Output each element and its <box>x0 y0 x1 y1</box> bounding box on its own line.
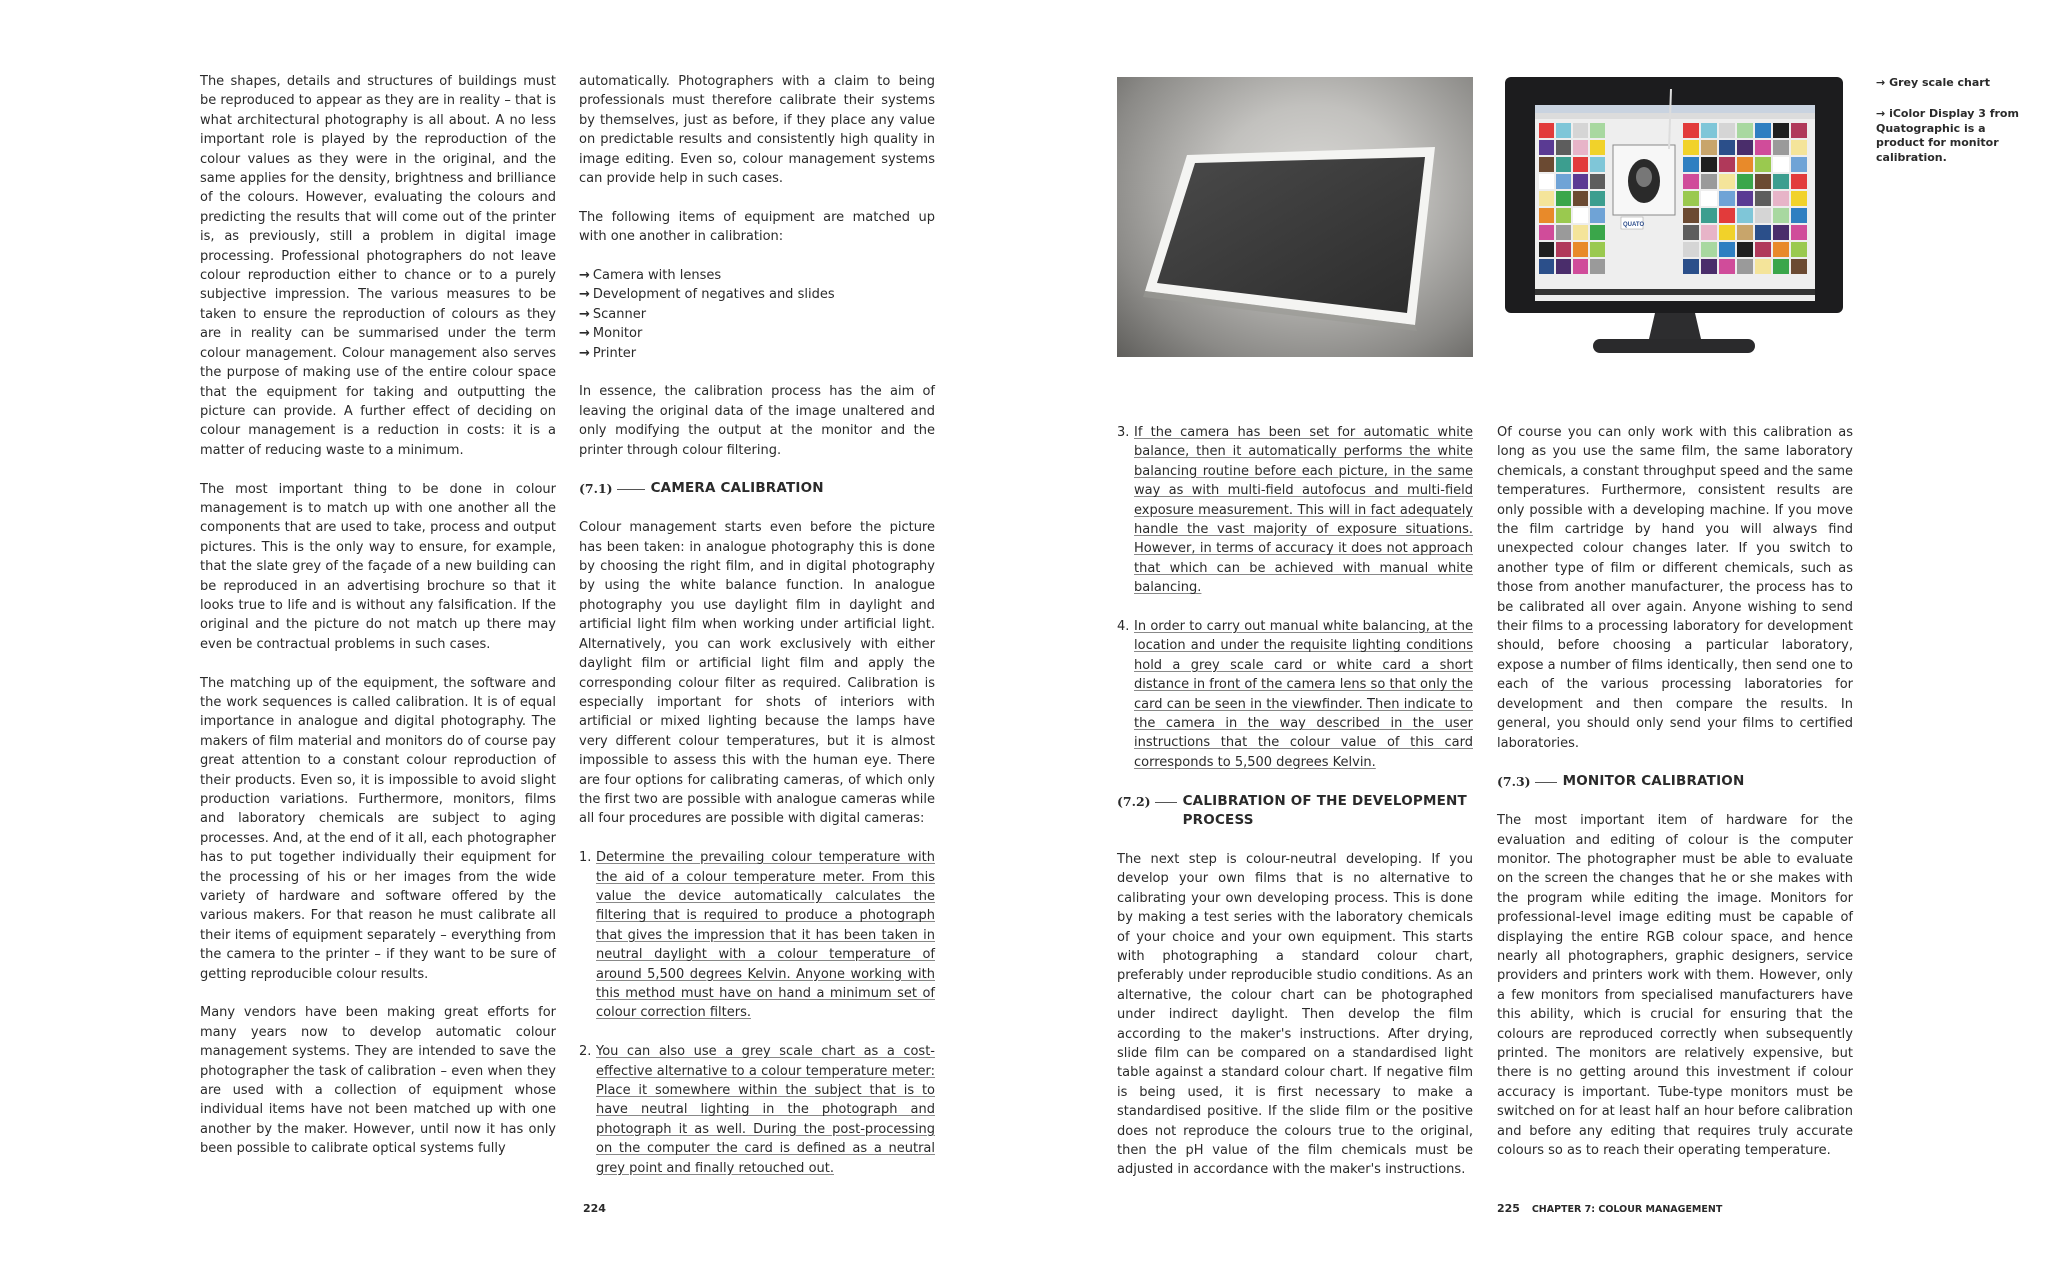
colour-swatch <box>1590 225 1605 240</box>
page-number-left: 224 <box>583 1202 606 1215</box>
paragraph: Colour management starts even before the picture has been taken: in analogue photography this is done by choosing the right film, and in digital photography by using the white balance function. In analogue photography you use daylight film in daylight and artificial light film when working under artificial light. Alternatively, you can work exclusively with either daylight film or artificial light film and apply the corresponding colour filter as required. Calibration is especially important for shots of interiors with artificial or mixed lighting because the lamps have very different colour temperatures, but it is almost impossible to assess this with the human eye. There are four options for calibrating cameras, of which only the first two are possible with analogue cameras while all four procedures are possible with digital cameras: <box>579 520 935 827</box>
grey-scale-chart-photo <box>1117 77 1473 357</box>
colour-swatch <box>1683 225 1699 240</box>
colour-swatch <box>1701 242 1717 257</box>
list-item: → Camera with lenses <box>579 268 722 284</box>
colour-swatch <box>1755 208 1771 223</box>
colour-swatch <box>1701 157 1717 172</box>
paragraph: Many vendors have been making great efforts for many years now to develop automatic colour management systems. They are intended to save the photographer the task of calibration – even when they are used with a collection of equipment whose individual items have not been matched up with one another by the maker. However, until now it has only been possible to calibrate optical systems fully <box>200 1005 556 1157</box>
arrow-right-icon: → <box>1876 76 1886 89</box>
paragraph: The most important item of hardware for the evaluation and editing of colour is the computer monitor. The photographer must be able to evaluate on the screen the changes that he or she makes with the program while editing the image. Monitors for professional-level image editing must be capable of displaying the entire RGB colour space, and hence nearly all photographers, graphic designers, service providers and printers work with them. However, only a few monitors from specialised manufacturers have this ability, which is crucial for ensuring that the colours are reproduced correctly when subsequently printed. The monitors are relatively expensive, but there is no getting around this investment if colour accuracy is important. Tube-type monitors must be switched on for at least half an hour before calibration and before any editing that requires truly accurate colours so as to reach their operating temperature. <box>1497 813 1853 1158</box>
colour-swatch <box>1755 157 1771 172</box>
paragraph: In essence, the calibration process has the aim of leaving the original data of the image unaltered and only modifying the output at the monitor and the printer through colour filtering. <box>579 384 935 458</box>
colour-swatch <box>1539 242 1554 257</box>
colour-swatch <box>1539 174 1554 189</box>
arrow-right-icon: → <box>579 306 590 322</box>
colour-swatch <box>1539 123 1554 138</box>
colour-swatch <box>1556 123 1571 138</box>
right-page-column-4 <box>1497 423 1853 1180</box>
colour-swatch <box>1573 208 1588 223</box>
colour-swatch <box>1683 208 1699 223</box>
colour-swatch <box>1737 208 1753 223</box>
colour-swatch <box>1590 174 1605 189</box>
colour-swatch <box>1719 174 1735 189</box>
colour-swatch <box>1791 123 1807 138</box>
list-item: → Printer <box>579 345 637 361</box>
colour-swatch <box>1556 174 1571 189</box>
colour-swatch <box>1683 123 1699 138</box>
colour-swatch <box>1573 242 1588 257</box>
numbered-item-4: 4. In order to carry out manual white balancing, at the location and under the requisite lighting conditions hold a grey scale card or white card a short distance in front of the camera lens so that only the card can be seen in the viewfinder. Then indicate to the camera in the way described in the user instructions that the colour value of this card corresponds to 5,500 degrees Kelvin. <box>1117 619 1473 770</box>
colour-swatch <box>1737 157 1753 172</box>
colour-swatch <box>1683 140 1699 155</box>
colour-swatch <box>1539 208 1554 223</box>
colour-swatch <box>1791 242 1807 257</box>
colour-swatch <box>1773 123 1789 138</box>
heading-rule <box>617 489 645 490</box>
colour-swatch <box>1719 242 1735 257</box>
colour-swatch <box>1773 259 1789 274</box>
quato-logo: QUATO <box>1623 222 1645 228</box>
colour-swatch <box>1590 123 1605 138</box>
paragraph: Of course you can only work with this calibration as long as you use the same film, the same laboratory chemicals, a constant throughput speed and the same temperatures. Furthermore, consistent results are only possible with a developing machine. If you move the film cartridge by hand you will always find unexpected colour changes later. If you switch to another type of film or different chemicals, such as those from another manufacturer, the process has to be calibrated all over again. Anyone wishing to send their films to a processing laboratory for development should, before choosing a particular laboratory, expose a number of films identically, then send one to each of the various processing laboratories for development and then compare the results. In general, you should only send your films to certified laboratories. <box>1497 425 1853 751</box>
paragraph: The most important thing to be done in colour management is to match up with one another all the components that are used to take, process and output pictures. This is the only way to ensure, for example, that the slate grey of the façade of a new building can be reproduced in an advertising brochure so that it looks true to life and is without any falsification. If the original and the picture do not match up there may even be contractual problems in such cases. <box>200 481 556 652</box>
colour-swatch <box>1556 140 1571 155</box>
colour-swatch <box>1755 140 1771 155</box>
colour-swatch <box>1683 174 1699 189</box>
section-heading-7-3: (7.3) MONITOR CALIBRATION <box>1497 773 1745 790</box>
arrow-right-icon: → <box>1876 107 1886 120</box>
heading-rule <box>1155 802 1177 803</box>
colour-swatch <box>1701 191 1717 206</box>
colour-swatch <box>1791 191 1807 206</box>
numbered-item-2: 2. You can also use a grey scale chart as a cost-effective alternative to a colour temperature meter: Place it somewhere within the subject that is to have neutral lighting in the photograph and photograph it as well. During the post-processing on the computer the card is defined as a neutral grey point and finally retouched out. <box>579 1044 935 1176</box>
colour-swatch <box>1737 242 1753 257</box>
colour-swatch <box>1719 157 1735 172</box>
colour-swatch <box>1683 191 1699 206</box>
colour-swatch <box>1539 140 1554 155</box>
colour-swatch <box>1719 123 1735 138</box>
colour-swatch <box>1737 174 1753 189</box>
arrow-right-icon: → <box>579 326 590 342</box>
colour-swatch <box>1573 225 1588 240</box>
caption-icolor-display: → iColor Display 3 from Quatographic is a product for monitor calibration. <box>1876 107 2019 164</box>
colour-swatch <box>1719 191 1735 206</box>
colour-swatch <box>1556 208 1571 223</box>
colour-swatch <box>1737 123 1753 138</box>
colour-swatch <box>1755 174 1771 189</box>
colour-swatch <box>1539 191 1554 206</box>
colour-swatch <box>1755 225 1771 240</box>
page-number-right: 225 <box>1497 1202 1520 1215</box>
colour-swatch <box>1773 174 1789 189</box>
colour-swatch <box>1719 208 1735 223</box>
colour-swatch <box>1539 157 1554 172</box>
page-footer-right <box>1497 1202 1722 1215</box>
numbered-item-1: 1. Determine the prevailing colour temperature with the aid of a colour temperature meter. From this value the device automatically calculates the filtering that is required to produce a photograph that gives the impression that it has been taken in neutral daylight with a colour temperature of around 5,500 degrees Kelvin. Anyone working with this method must have on hand a minimum set of colour correction filters. <box>579 850 935 1021</box>
colour-swatch <box>1773 225 1789 240</box>
arrow-right-icon: → <box>579 268 590 284</box>
colour-swatch <box>1719 225 1735 240</box>
colour-swatch <box>1791 225 1807 240</box>
right-page-column-3 <box>1117 423 1473 1199</box>
colour-swatch <box>1755 123 1771 138</box>
colour-swatch <box>1701 140 1717 155</box>
colour-swatch <box>1556 259 1571 274</box>
colour-swatch <box>1683 259 1699 274</box>
colour-swatch <box>1573 123 1588 138</box>
colour-swatch <box>1755 191 1771 206</box>
colour-swatch <box>1573 157 1588 172</box>
monitor-graphic <box>1505 77 1843 357</box>
colour-swatch <box>1590 140 1605 155</box>
left-page-column-2 <box>579 72 935 1197</box>
calibration-monitor-photo <box>1505 77 1843 357</box>
colour-swatch <box>1556 191 1571 206</box>
colour-swatch <box>1683 242 1699 257</box>
left-page-column-1 <box>200 72 556 1178</box>
colour-swatch <box>1755 259 1771 274</box>
colour-swatch <box>1590 242 1605 257</box>
list-item: → Monitor <box>579 326 643 342</box>
paragraph: The following items of equipment are matched up with one another in calibration: <box>579 209 935 245</box>
section-heading-7-1: (7.1) CAMERA CALIBRATION <box>579 480 824 497</box>
colour-swatch <box>1573 259 1588 274</box>
colour-swatch <box>1539 225 1554 240</box>
colour-swatch <box>1590 157 1605 172</box>
colour-swatch <box>1556 157 1571 172</box>
colour-swatch <box>1556 242 1571 257</box>
heading-rule <box>1535 782 1557 783</box>
colour-swatch <box>1539 259 1554 274</box>
colour-swatch <box>1773 191 1789 206</box>
colour-swatch <box>1773 140 1789 155</box>
colour-swatch <box>1701 123 1717 138</box>
list-item: → Scanner <box>579 306 647 322</box>
chapter-title: CHAPTER 7: COLOUR MANAGEMENT <box>1531 1204 1723 1215</box>
arrow-right-icon: → <box>579 287 590 303</box>
colour-swatch <box>1701 259 1717 274</box>
colour-swatch <box>1791 174 1807 189</box>
colour-swatch <box>1701 225 1717 240</box>
colour-swatch <box>1573 191 1588 206</box>
paragraph: The shapes, details and structures of buildings must be reproduced to appear as they are in reality – that is what architectural photography is all about. A no less important role is played by the reproduction of the colour values as they were in the original, and the same applies for the density, brightness and brilliance of the colours. However, evaluating the colours and predicting the results that will come out of the printer is, as previously, still a problem in digital image processing. Professional photographers do not leave colour reproduction either to chance or to a purely subjective impression. The various measures to be taken to ensure the reproduction of colours as they are in reality can be summarised under the term colour management. Colour management also serves the purpose of making use of the entire colour space that the equipment for taking and outputting the picture can provide. A further effect of deciding on colour management is a reduction in costs: it is a matter of reducing waste to a minimum. <box>200 74 556 458</box>
grey-card-graphic <box>1117 77 1473 357</box>
colour-swatch <box>1737 225 1753 240</box>
numbered-item-3: 3. If the camera has been set for automatic white balance, then it automatically performs the white balancing routine before each picture, in the same way as with multi-field autofocus and multi-field exposure measurement. This will in fact adequately handle the vast majority of exposure situations. However, in terms of accuracy it does not approach that which can be achieved with manual white balancing. <box>1117 425 1473 596</box>
colour-swatch <box>1737 191 1753 206</box>
colour-swatch <box>1791 157 1807 172</box>
colour-swatch <box>1590 259 1605 274</box>
colour-swatch <box>1791 140 1807 155</box>
colour-swatch <box>1773 242 1789 257</box>
colour-swatch <box>1573 174 1588 189</box>
arrow-right-icon: → <box>579 345 590 361</box>
paragraph: The matching up of the equipment, the software and the work sequences is called calibration. It is of equal importance in analogue and digital photography. The makers of film material and monitors do of course pay great attention to a constant colour reproduction of their products. Even so, it is impossible to avoid slight production variations. Furthermore, monitors, films and laboratory chemicals are subject to aging processes. And, at the end of it all, each photographer has to put together individually their equipment for the processing of his or her images from the wide variety of hardware and software offered by the various makers. For that reason he must calibrate all their items of equipment separately – everything from the camera to the printer – if they want to be sure of getting reproducible colour results. <box>200 675 556 982</box>
colour-swatch <box>1556 225 1571 240</box>
colour-swatch <box>1701 208 1717 223</box>
colour-swatch <box>1683 157 1699 172</box>
colour-swatch <box>1590 191 1605 206</box>
colour-swatch <box>1719 140 1735 155</box>
paragraph: The next step is colour-neutral developing. If you develop your own films that is no alternative to calibrating your own developing process. This is done by making a test series with the laboratory chemicals of your choice and your own equipment. This starts with photographing a standard colour chart, preferably under reproducible studio conditions. As an alternative, the colour chart can be photographed under indirect daylight. Then develop the film according to the maker's instructions. After drying, slide film can be compared on a standardised light table against a standard colour chart. If negative film is being used, it is first necessary to make a standardised positive. If the slide film or the positive does not reproduce the colours true to the original, then the pH value of the film chemicals must be adjusted in accordance with the maker's instructions. <box>1117 851 1473 1178</box>
colour-swatch <box>1791 208 1807 223</box>
paragraph: automatically. Photographers with a claim to being professionals must therefore calibrate their systems by themselves, just as before, if they place any value on predictable results and consistently high quality in image editing. Even so, colour management systems can provide help in such cases. <box>579 74 935 187</box>
caption-grey-scale-chart: → Grey scale chart <box>1876 76 1990 89</box>
colour-swatch <box>1719 259 1735 274</box>
equipment-list <box>579 266 935 363</box>
list-item: → Development of negatives and slides <box>579 287 835 303</box>
colour-swatch <box>1755 242 1771 257</box>
section-heading-7-2: (7.2) CALIBRATION OF THE DEVELOPMENT PROCESS <box>1117 792 1467 829</box>
colour-swatch <box>1791 259 1807 274</box>
colour-swatch <box>1737 259 1753 274</box>
colour-swatch <box>1701 174 1717 189</box>
colour-swatch <box>1573 140 1588 155</box>
colour-swatch <box>1773 208 1789 223</box>
colour-swatch <box>1590 208 1605 223</box>
colour-swatch <box>1773 157 1789 172</box>
colour-swatch <box>1737 140 1753 155</box>
